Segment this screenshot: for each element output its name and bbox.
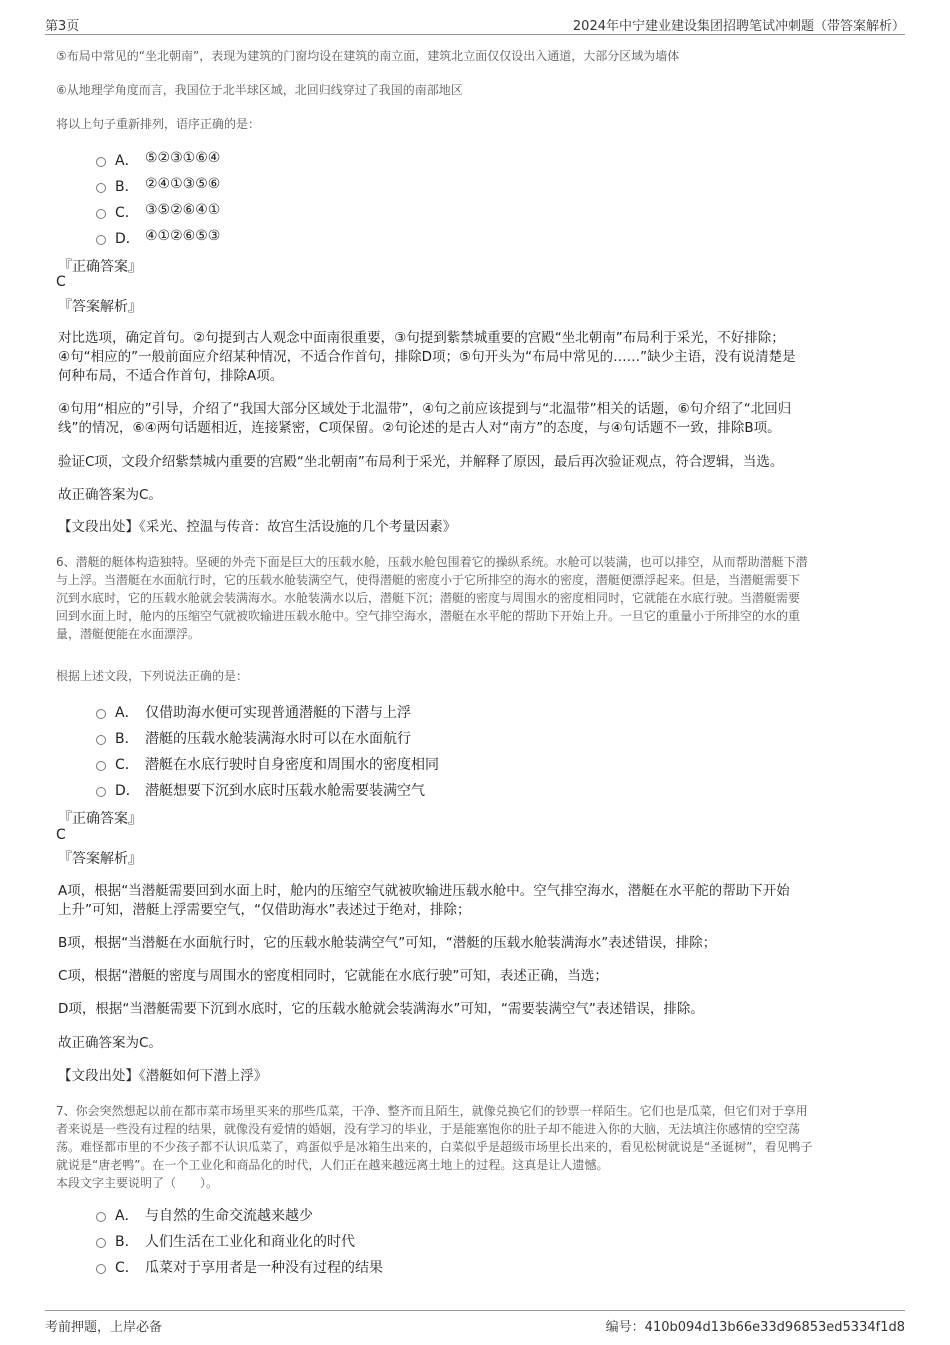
- option-text: 潜艇的压载水舱装满海水时可以在水面航行: [145, 731, 411, 747]
- option-text: 潜艇在水底行驶时自身密度和周围水的密度相同: [145, 757, 439, 773]
- option-letter: C．: [115, 1260, 139, 1276]
- q6-analysis-a-line2: 上升”可知，潜艇上浮需要空气，“仅借助海水”表述过于绝对，排除；: [58, 902, 471, 918]
- page-footer: [45, 1310, 905, 1335]
- radio-button[interactable]: [96, 761, 106, 771]
- radio-button[interactable]: [96, 1264, 106, 1274]
- q5-answer-label: 『正确答案』: [58, 259, 142, 275]
- radio-button[interactable]: [96, 209, 106, 219]
- radio-button[interactable]: [96, 157, 106, 167]
- q5-analysis-p1-line3: 何种布局，不适合作首句，排除A项。: [58, 368, 284, 384]
- option-letter: B．: [115, 179, 139, 195]
- option-letter: A．: [115, 705, 139, 721]
- q5-analysis-p4: 故正确答案为C。: [58, 487, 162, 503]
- option-letter: C．: [115, 757, 139, 773]
- option-text: ⑤②③①⑥④: [145, 150, 221, 166]
- footer-slogan: 考前押题，上岸必备: [45, 1320, 163, 1335]
- radio-button[interactable]: [96, 1238, 106, 1248]
- q7-passage-line4: 就说是“唐老鸭”。在一个工业化和商品化的时代，人们正在越来越远离土地上的过程。这真是让人遗憾。: [56, 1158, 609, 1172]
- q6-analysis-end: 故正确答案为C。: [58, 1035, 162, 1051]
- q5-answer: C: [56, 274, 66, 290]
- q6-passage-line3: 沉到水底时，它的压载水舱就会装满海水。水舱装满水以后，潜艇下沉；潜艇的密度与周围水的密度相同时，它就能在水底行驶。当潜艇需要: [56, 591, 801, 605]
- q5-analysis-p2-line1: ④句用“相应的”引导，介绍了“我国大部分区域处于北温带”，④句之前应该提到与“北温带”相关的话题，⑥句介绍了“北回归: [58, 401, 792, 417]
- q7-passage-line2: 者来说是一些没有过程的结果，就像没有爱情的婚姻，没有学习的毕业，于是能塞饱你的肚子却不能进入你的大脑，无法填注你感情的空空荡: [56, 1122, 801, 1136]
- option-text: 与自然的生命交流越来越少: [145, 1208, 313, 1224]
- q6-analysis-a-line1: A项，根据“当潜艇需要回到水面上时，舱内的压缩空气就被吹输进压载水舱中。空气排空海水，潜艇在水平舵的帮助下开始: [58, 883, 790, 899]
- q5-sentence-6: ⑥从地理学角度而言，我国位于北半球区域，北回归线穿过了我国的南部地区: [56, 83, 463, 97]
- radio-button[interactable]: [96, 1212, 106, 1222]
- option-letter: D．: [115, 231, 140, 247]
- option-text: 人们生活在工业化和商业化的时代: [145, 1234, 355, 1250]
- q6-analysis-label: 『答案解析』: [58, 851, 142, 867]
- q7-passage-line1: 7、你会突然想起以前在都市菜市场里买来的那些瓜菜，干净、整齐而且陌生，就像兑换它们的钞票一样陌生。它们也是瓜菜，但它们对于享用: [56, 1104, 808, 1118]
- option-letter: B．: [115, 1234, 139, 1250]
- q6-passage-line1: 6、潜艇的艇体构造独特。坚硬的外壳下面是巨大的压载水舱，压载水舱包围着它的操纵系统。水舱可以装满，也可以排空，从而帮助潜艇下潜: [56, 555, 808, 569]
- page-header: [45, 12, 905, 35]
- q5-sentence-5: ⑤布局中常见的“坐北朝南”，表现为建筑的门窗均设在建筑的南立面，建筑北立面仅仅设出入通道，大部分区域为墙体: [56, 49, 680, 63]
- q6-analysis-d: D项，根据“当潜艇需要下沉到水底时，它的压载水舱就会装满海水”可知，“需要装满空气”表述错误，排除。: [58, 1001, 704, 1017]
- q6-answer-label: 『正确答案』: [58, 811, 142, 827]
- q5-analysis-p1-line1: 对比选项，确定首句。②句提到古人观念中面南很重要，③句提到紫禁城重要的宫殿“坐北朝南”布局利于采光，不好排除；: [58, 330, 785, 346]
- radio-button[interactable]: [96, 787, 106, 797]
- radio-button[interactable]: [96, 735, 106, 745]
- q6-source: 【文段出处】《潜艇如何下潜上浮》: [58, 1068, 268, 1084]
- q5-analysis-p1-line2: ④句“相应的”一般前面应介绍某种情况，不适合作首句，排除D项；⑤句开头为“布局中常见的……”缺少主语，没有说清楚是: [58, 349, 796, 365]
- q6-prompt: 根据上述文段，下列说法正确的是：: [56, 669, 249, 683]
- document-title: 2024年中宁建业建设集团招聘笔试冲刺题（带答案解析）: [572, 19, 905, 34]
- option-letter: D．: [115, 783, 140, 799]
- radio-button[interactable]: [96, 183, 106, 193]
- radio-button[interactable]: [96, 235, 106, 245]
- q5-source: 【文段出处】《采光、控温与传音：故宫生活设施的几个考量因素》: [58, 519, 457, 535]
- document-id: 编号：410b094d13b66e33d96853ed5334f1d8: [605, 1320, 905, 1335]
- option-letter: A．: [115, 1208, 139, 1224]
- q6-analysis-b: B项，根据“当潜艇在水面航行时，它的压载水舱装满空气”可知，“潜艇的压载水舱装满海水”表述错误，排除；: [58, 935, 717, 951]
- q5-prompt: 将以上句子重新排列，语序正确的是：: [56, 117, 261, 131]
- q6-passage-line2: 与上浮。当潜艇在水面航行时，它的压载水舱装满空气，使得潜艇的密度小于它所排空的海水的密度，潜艇便漂浮起来。但是，当潜艇需要下: [56, 573, 801, 587]
- option-text: 仅借助海水便可实现普通潜艇的下潜与上浮: [145, 705, 411, 721]
- q5-analysis-label: 『答案解析』: [58, 299, 142, 315]
- q7-prompt: 本段文字主要说明了（ ）。: [56, 1176, 219, 1190]
- q5-analysis-p3: 验证C项，文段介绍紫禁城内重要的宫殿“坐北朝南”布局利于采光，并解释了原因，最后再次验证观点，符合逻辑，当选。: [58, 454, 784, 470]
- q5-analysis-p2-line2: 线”的情况，⑥④两句话题相近，连接紧密，C项保留。②句论述的是古人对“南方”的态度，与④句话题不一致，排除B项。: [58, 420, 781, 436]
- option-letter: B．: [115, 731, 139, 747]
- option-letter: A．: [115, 153, 139, 169]
- option-letter: C．: [115, 205, 139, 221]
- option-text: ④①②⑥⑤③: [145, 228, 221, 244]
- q6-passage-line5: 量，潜艇便能在水面漂浮。: [56, 627, 201, 641]
- option-text: 潜艇想要下沉到水底时压载水舱需要装满空气: [145, 783, 425, 799]
- radio-button[interactable]: [96, 709, 106, 719]
- q7-passage-line3: 荡。难怪都市里的不少孩子都不认识瓜菜了，鸡蛋似乎是冰箱生出来的，白菜似乎是超级市场里长出来的，看见松树就说是“圣诞树”，看见鸭子: [56, 1140, 813, 1154]
- option-text: 瓜菜对于享用者是一种没有过程的结果: [145, 1260, 383, 1276]
- option-text: ③⑤②⑥④①: [145, 202, 221, 218]
- option-text: ②④①③⑤⑥: [145, 176, 221, 192]
- q6-answer: C: [56, 827, 66, 843]
- page-number: 第3页: [45, 19, 80, 34]
- q6-analysis-c: C项，根据“潜艇的密度与周围水的密度相同时，它就能在水底行驶”可知，表述正确，当选；: [58, 968, 608, 984]
- q6-passage-line4: 回到水面上时，舱内的压缩空气就被吹输进压载水舱中。空气排空海水，潜艇在水平舵的帮助下开始上升。一旦它的重量小于所排空的水的重: [56, 609, 801, 623]
